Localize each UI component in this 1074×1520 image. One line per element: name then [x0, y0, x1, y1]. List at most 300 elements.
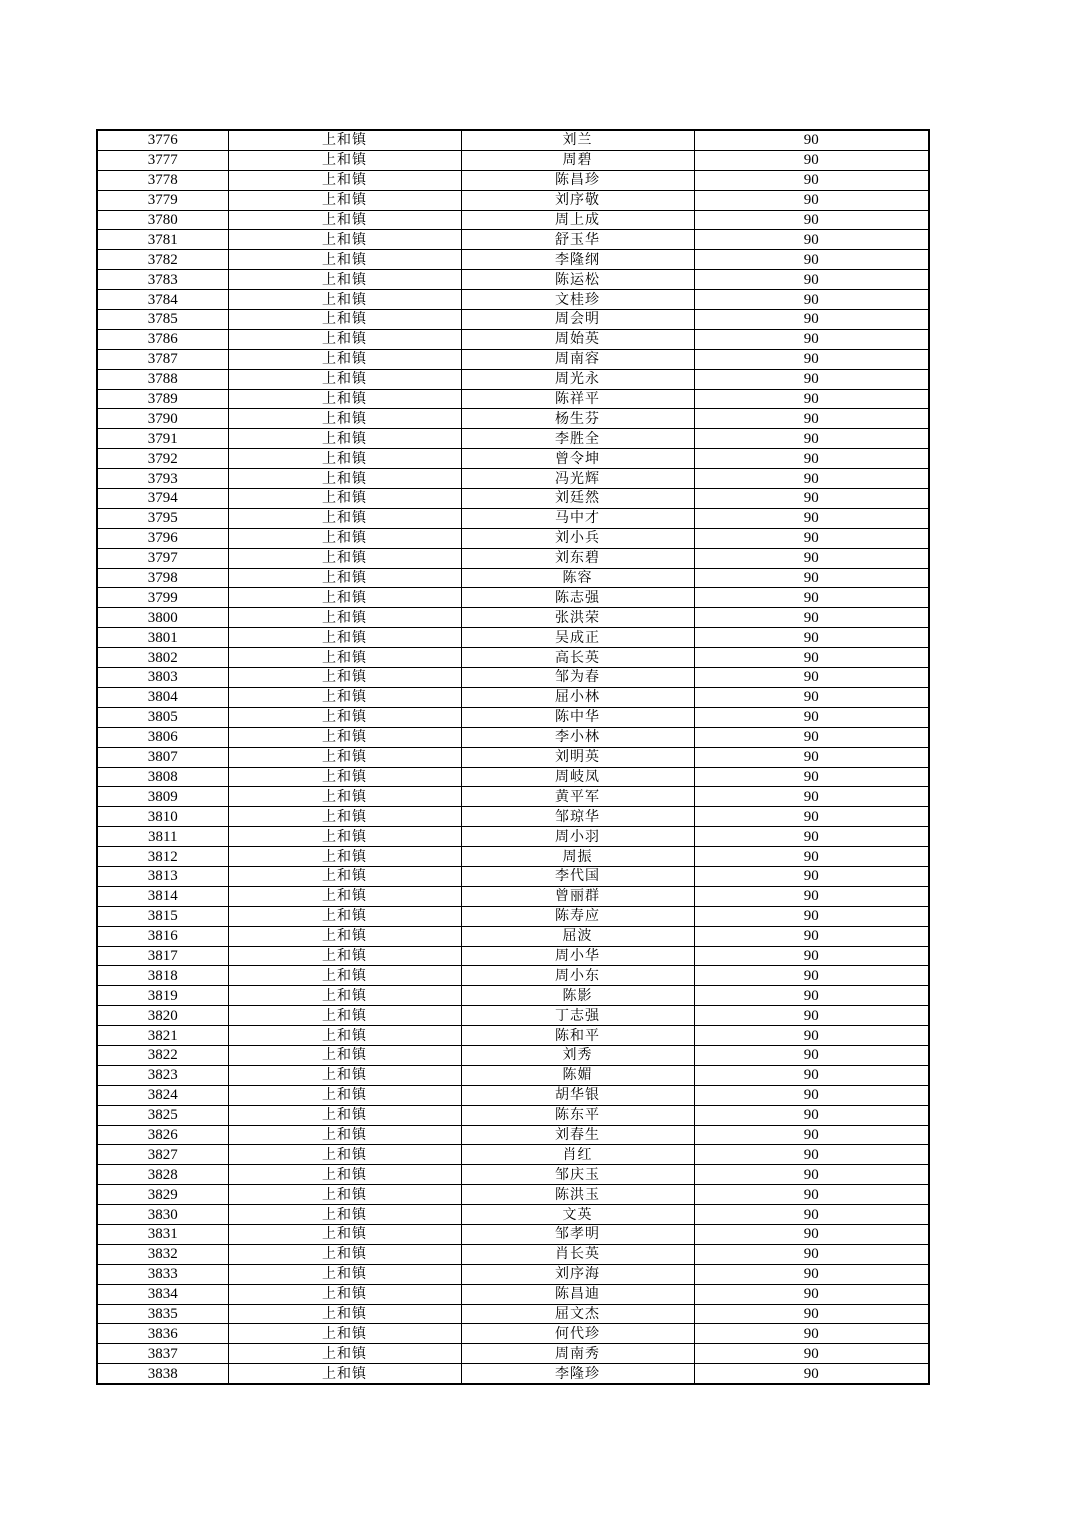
row-number-cell: 3783	[97, 270, 228, 290]
person-name-cell: 文桂珍	[461, 290, 694, 310]
amount-cell: 90	[694, 628, 929, 648]
person-name-cell: 邹为春	[461, 668, 694, 688]
person-name-cell: 周南容	[461, 349, 694, 369]
row-number-cell: 3838	[97, 1364, 228, 1384]
town-cell: 上和镇	[228, 1344, 461, 1364]
town-cell: 上和镇	[228, 230, 461, 250]
person-name-cell: 曾令坤	[461, 449, 694, 469]
town-cell: 上和镇	[228, 290, 461, 310]
person-name-cell: 陈寿应	[461, 906, 694, 926]
town-cell: 上和镇	[228, 1244, 461, 1264]
amount-cell: 90	[694, 528, 929, 548]
amount-cell: 90	[694, 369, 929, 389]
table-row	[97, 250, 929, 270]
amount-cell: 90	[694, 210, 929, 230]
table-row	[97, 1006, 929, 1026]
town-cell: 上和镇	[228, 727, 461, 747]
amount-cell: 90	[694, 250, 929, 270]
amount-cell: 90	[694, 429, 929, 449]
person-name-cell: 黄平军	[461, 787, 694, 807]
table-row	[97, 1364, 929, 1384]
row-number-cell: 3776	[97, 130, 228, 150]
person-name-cell: 杨生芬	[461, 409, 694, 429]
row-number-cell: 3790	[97, 409, 228, 429]
town-cell: 上和镇	[228, 469, 461, 489]
amount-cell: 90	[694, 1045, 929, 1065]
table-row	[97, 1244, 929, 1264]
amount-cell: 90	[694, 1244, 929, 1264]
amount-cell: 90	[694, 966, 929, 986]
town-cell: 上和镇	[228, 489, 461, 509]
amount-cell: 90	[694, 747, 929, 767]
table-row	[97, 1304, 929, 1324]
amount-cell: 90	[694, 668, 929, 688]
amount-cell: 90	[694, 548, 929, 568]
person-name-cell: 吴成正	[461, 628, 694, 648]
amount-cell: 90	[694, 389, 929, 409]
town-cell: 上和镇	[228, 966, 461, 986]
amount-cell: 90	[694, 687, 929, 707]
row-number-cell: 3794	[97, 489, 228, 509]
row-number-cell: 3832	[97, 1244, 228, 1264]
person-name-cell: 陈影	[461, 986, 694, 1006]
row-number-cell: 3795	[97, 508, 228, 528]
person-name-cell: 邹庆玉	[461, 1165, 694, 1185]
amount-cell: 90	[694, 1105, 929, 1125]
table-row	[97, 1324, 929, 1344]
person-name-cell: 李胜全	[461, 429, 694, 449]
person-name-cell: 周小羽	[461, 827, 694, 847]
row-number-cell: 3811	[97, 827, 228, 847]
amount-cell: 90	[694, 707, 929, 727]
person-name-cell: 周南秀	[461, 1344, 694, 1364]
amount-cell: 90	[694, 588, 929, 608]
town-cell: 上和镇	[228, 1264, 461, 1284]
town-cell: 上和镇	[228, 787, 461, 807]
table-row	[97, 1224, 929, 1244]
person-name-cell: 陈祥平	[461, 389, 694, 409]
person-name-cell: 周小东	[461, 966, 694, 986]
person-name-cell: 周会明	[461, 310, 694, 330]
town-cell: 上和镇	[228, 946, 461, 966]
town-cell: 上和镇	[228, 250, 461, 270]
amount-cell: 90	[694, 807, 929, 827]
table-row	[97, 906, 929, 926]
amount-cell: 90	[694, 449, 929, 469]
row-number-cell: 3829	[97, 1185, 228, 1205]
town-cell: 上和镇	[228, 886, 461, 906]
person-name-cell: 周始英	[461, 329, 694, 349]
person-name-cell: 邹琼华	[461, 807, 694, 827]
table-row	[97, 409, 929, 429]
amount-cell: 90	[694, 1065, 929, 1085]
table-row	[97, 827, 929, 847]
table-row	[97, 966, 929, 986]
table-row	[97, 1105, 929, 1125]
person-name-cell: 屈文杰	[461, 1304, 694, 1324]
table-row	[97, 926, 929, 946]
amount-cell: 90	[694, 1264, 929, 1284]
person-name-cell: 李小林	[461, 727, 694, 747]
town-cell: 上和镇	[228, 1125, 461, 1145]
amount-cell: 90	[694, 568, 929, 588]
table-row	[97, 687, 929, 707]
town-cell: 上和镇	[228, 349, 461, 369]
table-row	[97, 210, 929, 230]
row-number-cell: 3801	[97, 628, 228, 648]
amount-cell: 90	[694, 847, 929, 867]
row-number-cell: 3812	[97, 847, 228, 867]
person-name-cell: 丁志强	[461, 1006, 694, 1026]
row-number-cell: 3821	[97, 1026, 228, 1046]
person-name-cell: 陈志强	[461, 588, 694, 608]
person-name-cell: 刘序敬	[461, 190, 694, 210]
row-number-cell: 3817	[97, 946, 228, 966]
table-row	[97, 1284, 929, 1304]
row-number-cell: 3782	[97, 250, 228, 270]
person-name-cell: 李隆纲	[461, 250, 694, 270]
person-name-cell: 屈小林	[461, 687, 694, 707]
town-cell: 上和镇	[228, 1085, 461, 1105]
table-row	[97, 1045, 929, 1065]
town-cell: 上和镇	[228, 389, 461, 409]
row-number-cell: 3814	[97, 886, 228, 906]
table-row	[97, 1085, 929, 1105]
table-row	[97, 349, 929, 369]
amount-cell: 90	[694, 866, 929, 886]
table-row	[97, 429, 929, 449]
town-cell: 上和镇	[228, 847, 461, 867]
table-row	[97, 767, 929, 787]
amount-cell: 90	[694, 1304, 929, 1324]
town-cell: 上和镇	[228, 130, 461, 150]
table-row	[97, 1264, 929, 1284]
town-cell: 上和镇	[228, 668, 461, 688]
person-name-cell: 陈昌珍	[461, 170, 694, 190]
row-number-cell: 3809	[97, 787, 228, 807]
row-number-cell: 3816	[97, 926, 228, 946]
row-number-cell: 3822	[97, 1045, 228, 1065]
amount-cell: 90	[694, 469, 929, 489]
row-number-cell: 3827	[97, 1145, 228, 1165]
town-cell: 上和镇	[228, 827, 461, 847]
table-row	[97, 866, 929, 886]
row-number-cell: 3830	[97, 1205, 228, 1225]
row-number-cell: 3780	[97, 210, 228, 230]
table-row	[97, 130, 929, 150]
amount-cell: 90	[694, 150, 929, 170]
table-row	[97, 389, 929, 409]
row-number-cell: 3831	[97, 1224, 228, 1244]
amount-cell: 90	[694, 1224, 929, 1244]
row-number-cell: 3800	[97, 608, 228, 628]
table-row	[97, 489, 929, 509]
person-name-cell: 肖长英	[461, 1244, 694, 1264]
table-row	[97, 847, 929, 867]
person-name-cell: 陈媚	[461, 1065, 694, 1085]
table-row	[97, 588, 929, 608]
row-number-cell: 3796	[97, 528, 228, 548]
row-number-cell: 3799	[97, 588, 228, 608]
table-row	[97, 1205, 929, 1225]
amount-cell: 90	[694, 986, 929, 1006]
person-name-cell: 曾丽群	[461, 886, 694, 906]
town-cell: 上和镇	[228, 1006, 461, 1026]
row-number-cell: 3815	[97, 906, 228, 926]
town-cell: 上和镇	[228, 767, 461, 787]
row-number-cell: 3791	[97, 429, 228, 449]
data-table	[96, 129, 930, 1385]
row-number-cell: 3833	[97, 1264, 228, 1284]
town-cell: 上和镇	[228, 588, 461, 608]
amount-cell: 90	[694, 648, 929, 668]
amount-cell: 90	[694, 827, 929, 847]
town-cell: 上和镇	[228, 707, 461, 727]
person-name-cell: 周岐凤	[461, 767, 694, 787]
row-number-cell: 3803	[97, 668, 228, 688]
person-name-cell: 马中才	[461, 508, 694, 528]
person-name-cell: 刘秀	[461, 1045, 694, 1065]
person-name-cell: 陈和平	[461, 1026, 694, 1046]
amount-cell: 90	[694, 1165, 929, 1185]
table-row	[97, 150, 929, 170]
table-row	[97, 787, 929, 807]
person-name-cell: 周碧	[461, 150, 694, 170]
table-row	[97, 807, 929, 827]
amount-cell: 90	[694, 1145, 929, 1165]
amount-cell: 90	[694, 409, 929, 429]
amount-cell: 90	[694, 170, 929, 190]
person-name-cell: 周上成	[461, 210, 694, 230]
row-number-cell: 3793	[97, 469, 228, 489]
person-name-cell: 肖红	[461, 1145, 694, 1165]
table-row	[97, 508, 929, 528]
amount-cell: 90	[694, 1125, 929, 1145]
table-row	[97, 190, 929, 210]
town-cell: 上和镇	[228, 1364, 461, 1384]
row-number-cell: 3835	[97, 1304, 228, 1324]
row-number-cell: 3779	[97, 190, 228, 210]
table-row	[97, 230, 929, 250]
town-cell: 上和镇	[228, 508, 461, 528]
town-cell: 上和镇	[228, 548, 461, 568]
row-number-cell: 3836	[97, 1324, 228, 1344]
person-name-cell: 刘序海	[461, 1264, 694, 1284]
town-cell: 上和镇	[228, 747, 461, 767]
row-number-cell: 3777	[97, 150, 228, 170]
person-name-cell: 舒玉华	[461, 230, 694, 250]
town-cell: 上和镇	[228, 429, 461, 449]
amount-cell: 90	[694, 906, 929, 926]
row-number-cell: 3797	[97, 548, 228, 568]
table-row	[97, 668, 929, 688]
amount-cell: 90	[694, 230, 929, 250]
person-name-cell: 何代珍	[461, 1324, 694, 1344]
row-number-cell: 3784	[97, 290, 228, 310]
table-row	[97, 1344, 929, 1364]
amount-cell: 90	[694, 130, 929, 150]
amount-cell: 90	[694, 608, 929, 628]
town-cell: 上和镇	[228, 926, 461, 946]
table-row	[97, 369, 929, 389]
person-name-cell: 刘小兵	[461, 528, 694, 548]
row-number-cell: 3810	[97, 807, 228, 827]
amount-cell: 90	[694, 1085, 929, 1105]
table-row	[97, 707, 929, 727]
row-number-cell: 3823	[97, 1065, 228, 1085]
person-name-cell: 刘春生	[461, 1125, 694, 1145]
row-number-cell: 3826	[97, 1125, 228, 1145]
person-name-cell: 李隆珍	[461, 1364, 694, 1384]
row-number-cell: 3806	[97, 727, 228, 747]
row-number-cell: 3778	[97, 170, 228, 190]
row-number-cell: 3792	[97, 449, 228, 469]
person-name-cell: 周振	[461, 847, 694, 867]
row-number-cell: 3789	[97, 389, 228, 409]
table-row	[97, 1065, 929, 1085]
row-number-cell: 3788	[97, 369, 228, 389]
row-number-cell: 3820	[97, 1006, 228, 1026]
table-row	[97, 1185, 929, 1205]
town-cell: 上和镇	[228, 906, 461, 926]
amount-cell: 90	[694, 310, 929, 330]
person-name-cell: 刘东碧	[461, 548, 694, 568]
town-cell: 上和镇	[228, 648, 461, 668]
amount-cell: 90	[694, 727, 929, 747]
amount-cell: 90	[694, 926, 929, 946]
table-row	[97, 528, 929, 548]
town-cell: 上和镇	[228, 1165, 461, 1185]
amount-cell: 90	[694, 1284, 929, 1304]
town-cell: 上和镇	[228, 1304, 461, 1324]
row-number-cell: 3805	[97, 707, 228, 727]
town-cell: 上和镇	[228, 150, 461, 170]
amount-cell: 90	[694, 946, 929, 966]
person-name-cell: 陈中华	[461, 707, 694, 727]
town-cell: 上和镇	[228, 1324, 461, 1344]
amount-cell: 90	[694, 767, 929, 787]
table-row	[97, 290, 929, 310]
row-number-cell: 3818	[97, 966, 228, 986]
person-name-cell: 冯光辉	[461, 469, 694, 489]
row-number-cell: 3808	[97, 767, 228, 787]
town-cell: 上和镇	[228, 1026, 461, 1046]
table-row	[97, 608, 929, 628]
amount-cell: 90	[694, 190, 929, 210]
person-name-cell: 胡华银	[461, 1085, 694, 1105]
town-cell: 上和镇	[228, 1065, 461, 1085]
person-name-cell: 文英	[461, 1205, 694, 1225]
table-row	[97, 310, 929, 330]
person-name-cell: 刘明英	[461, 747, 694, 767]
person-name-cell: 刘廷然	[461, 489, 694, 509]
table-row	[97, 986, 929, 1006]
town-cell: 上和镇	[228, 329, 461, 349]
person-name-cell: 张洪荣	[461, 608, 694, 628]
table-row	[97, 449, 929, 469]
amount-cell: 90	[694, 1205, 929, 1225]
amount-cell: 90	[694, 1185, 929, 1205]
row-number-cell: 3786	[97, 329, 228, 349]
table-row	[97, 1165, 929, 1185]
town-cell: 上和镇	[228, 170, 461, 190]
person-name-cell: 高长英	[461, 648, 694, 668]
amount-cell: 90	[694, 1344, 929, 1364]
town-cell: 上和镇	[228, 1145, 461, 1165]
town-cell: 上和镇	[228, 1284, 461, 1304]
row-number-cell: 3781	[97, 230, 228, 250]
town-cell: 上和镇	[228, 687, 461, 707]
table-body	[97, 130, 929, 1384]
person-name-cell: 李代国	[461, 866, 694, 886]
amount-cell: 90	[694, 270, 929, 290]
person-name-cell: 陈容	[461, 568, 694, 588]
town-cell: 上和镇	[228, 369, 461, 389]
person-name-cell: 周小华	[461, 946, 694, 966]
row-number-cell: 3813	[97, 866, 228, 886]
town-cell: 上和镇	[228, 1224, 461, 1244]
town-cell: 上和镇	[228, 210, 461, 230]
amount-cell: 90	[694, 508, 929, 528]
table-row	[97, 648, 929, 668]
row-number-cell: 3785	[97, 310, 228, 330]
town-cell: 上和镇	[228, 866, 461, 886]
amount-cell: 90	[694, 329, 929, 349]
town-cell: 上和镇	[228, 449, 461, 469]
amount-cell: 90	[694, 489, 929, 509]
table-row	[97, 727, 929, 747]
town-cell: 上和镇	[228, 608, 461, 628]
table-row	[97, 747, 929, 767]
amount-cell: 90	[694, 1026, 929, 1046]
town-cell: 上和镇	[228, 807, 461, 827]
town-cell: 上和镇	[228, 1185, 461, 1205]
row-number-cell: 3828	[97, 1165, 228, 1185]
row-number-cell: 3837	[97, 1344, 228, 1364]
table-row	[97, 469, 929, 489]
person-name-cell: 陈东平	[461, 1105, 694, 1125]
town-cell: 上和镇	[228, 628, 461, 648]
row-number-cell: 3824	[97, 1085, 228, 1105]
person-name-cell: 屈波	[461, 926, 694, 946]
table-row	[97, 270, 929, 290]
amount-cell: 90	[694, 1324, 929, 1344]
town-cell: 上和镇	[228, 1105, 461, 1125]
person-name-cell: 陈洪玉	[461, 1185, 694, 1205]
row-number-cell: 3825	[97, 1105, 228, 1125]
person-name-cell: 周光永	[461, 369, 694, 389]
person-name-cell: 陈运松	[461, 270, 694, 290]
row-number-cell: 3802	[97, 648, 228, 668]
table-row	[97, 1125, 929, 1145]
amount-cell: 90	[694, 1364, 929, 1384]
table-row	[97, 568, 929, 588]
amount-cell: 90	[694, 787, 929, 807]
town-cell: 上和镇	[228, 986, 461, 1006]
person-name-cell: 邹孝明	[461, 1224, 694, 1244]
table-row	[97, 946, 929, 966]
town-cell: 上和镇	[228, 270, 461, 290]
town-cell: 上和镇	[228, 1045, 461, 1065]
row-number-cell: 3807	[97, 747, 228, 767]
table-row	[97, 170, 929, 190]
table-row	[97, 329, 929, 349]
table-row	[97, 886, 929, 906]
town-cell: 上和镇	[228, 1205, 461, 1225]
person-name-cell: 陈昌迪	[461, 1284, 694, 1304]
row-number-cell: 3798	[97, 568, 228, 588]
table-row	[97, 1026, 929, 1046]
